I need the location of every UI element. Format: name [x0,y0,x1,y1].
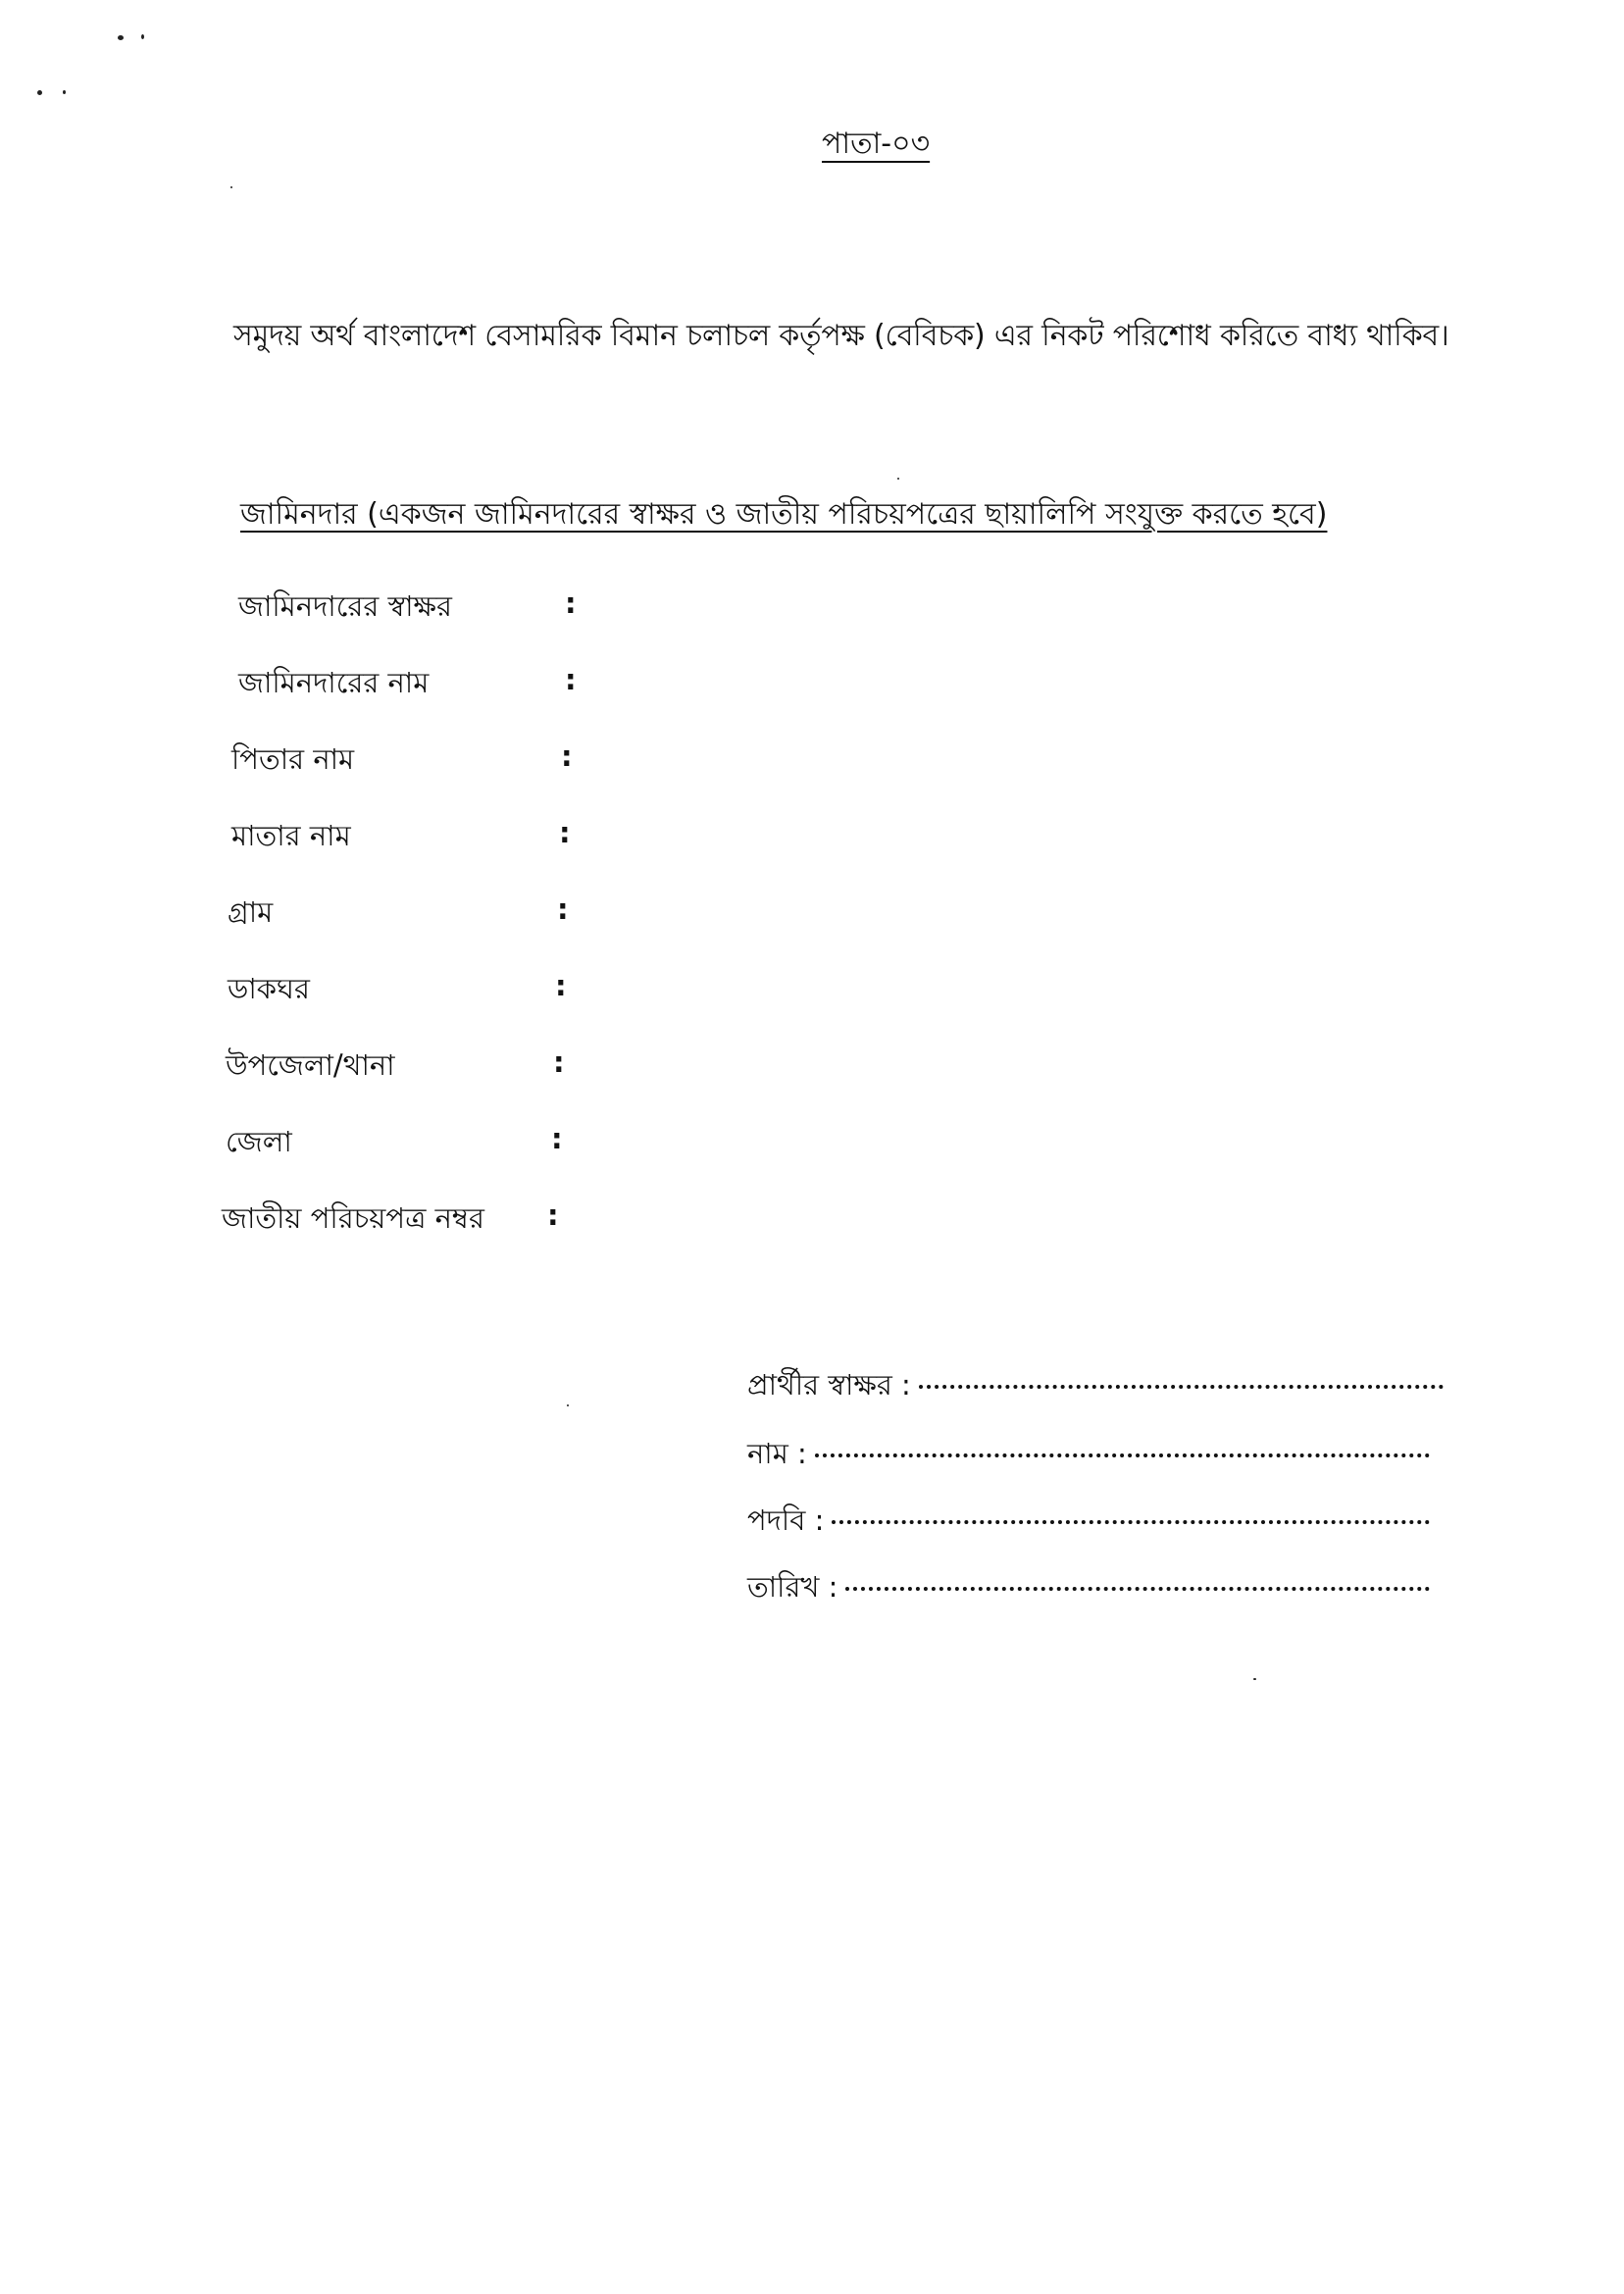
applicant-designation-line[interactable] [747,1499,1430,1547]
field-guarantor-signature[interactable] [238,585,631,624]
applicant-date-label: তারিখ : [747,1570,838,1604]
intro-statement: সমুদয় অর্থ বাংলাদেশ বেসামরিক বিমান চলাচল কর্তৃপক্ষ (বেবিচক) এর নিকট পরিশোধ করিতে বাধ্য থাকিব। [233,319,1449,353]
applicant-name-label: নাম : [747,1437,807,1470]
scan-artifact [63,90,66,94]
field-separator: : [555,969,567,1002]
field-national-id-number[interactable] [222,1197,614,1236]
scan-artifact [897,478,899,480]
applicant-signature-line[interactable] [747,1363,1444,1411]
scan-artifact [37,90,42,95]
applicant-name-line[interactable] [747,1432,1430,1480]
field-label: উপজেলা/থানা [226,1048,395,1082]
field-mother-name[interactable] [231,814,624,853]
field-separator: : [565,586,577,620]
field-label: জামিনদারের নাম [238,666,430,699]
field-label: পিতার নাম [231,742,355,776]
applicant-designation-label: পদবি : [747,1504,825,1537]
page-number: পাতা-০৩ [822,127,931,161]
field-guarantor-name[interactable] [238,661,631,700]
field-separator: : [551,1122,563,1155]
field-post-office[interactable] [228,967,620,1006]
field-separator: : [561,739,573,773]
applicant-date-line[interactable] [747,1565,1430,1613]
scan-artifact [230,186,232,188]
field-label: ডাকঘর [228,972,310,1005]
dotted-fill-line [919,1385,1444,1389]
field-label: মাতার নাম [231,819,351,852]
field-district[interactable] [226,1120,618,1159]
scan-artifact [141,34,144,39]
field-label: গ্রাম [228,895,274,929]
dotted-fill-line [845,1587,1430,1591]
guarantor-section-heading: জামিনদার (একজন জামিনদারের স্বাক্ষর ও জাতীয় পরিচয়পত্রের ছায়ালিপি সংযুক্ত করতে হবে) [240,497,1328,532]
field-label: জাতীয় পরিচয়পত্র নম্বর [222,1201,484,1235]
field-father-name[interactable] [231,738,624,777]
scan-artifact [118,35,124,40]
dotted-fill-line [832,1520,1430,1524]
dotted-fill-line [815,1453,1430,1457]
applicant-signature-label: প্রার্থীর স্বাক্ষর : [747,1368,911,1402]
field-label: জেলা [226,1125,292,1158]
field-separator: : [557,892,569,926]
field-separator: : [547,1198,559,1232]
scan-artifact [1253,1678,1256,1680]
scan-artifact [567,1404,569,1406]
field-label: জামিনদারের স্বাক্ষর [238,589,452,623]
field-upazila-thana[interactable] [226,1044,618,1083]
field-separator: : [565,663,577,696]
field-village[interactable] [228,891,620,930]
field-separator: : [559,816,571,849]
field-separator: : [553,1045,565,1079]
